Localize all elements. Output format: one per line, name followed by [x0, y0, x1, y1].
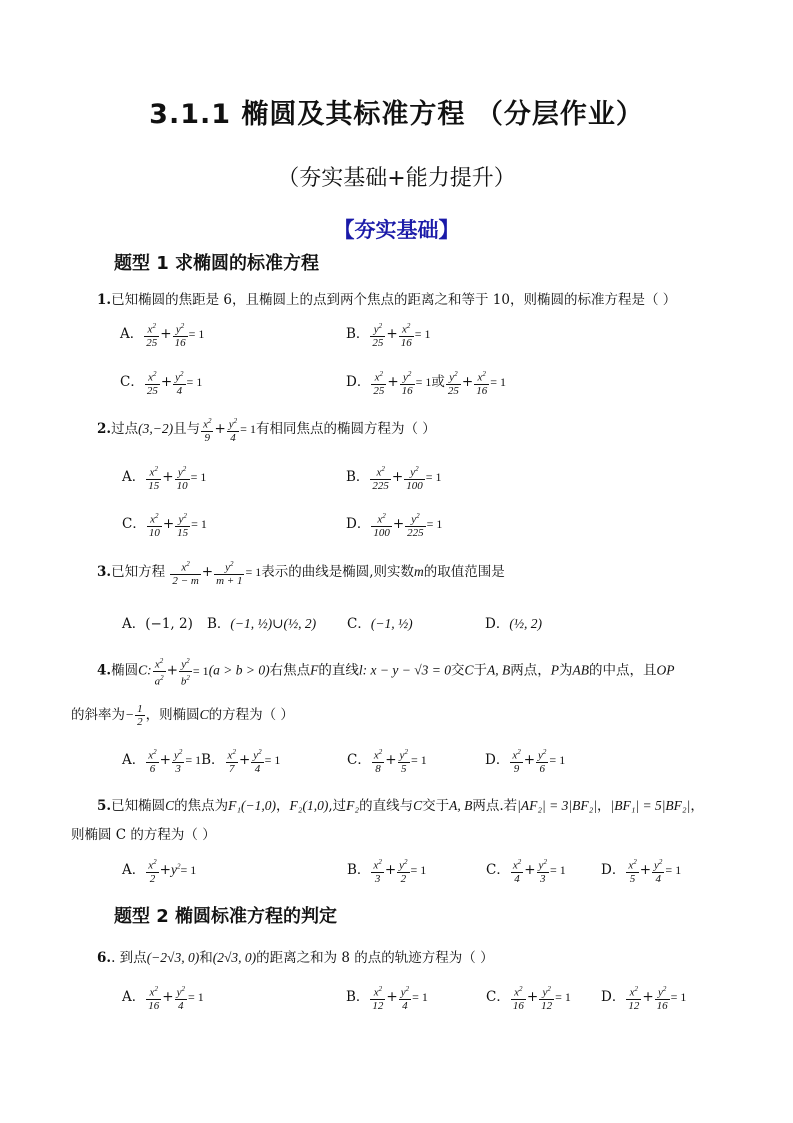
question-6: 6.. 到点(−2√3, 0)和(2√3, 0)的距离之和为 8 的点的轨迹方程为（ ） [97, 950, 494, 966]
section-heading: 【夯实基础】 [333, 218, 460, 242]
question-4-line-2: 的斜率为− $\frac{1}{2}$ ，则椭圆C的方程为（ ） [71, 703, 294, 728]
q1-option-c[interactable]: C． $\frac{x^2}{25}$ + $\frac{y^2}{4}$ = 1 [120, 370, 203, 397]
question-5-line-1: 5.已知椭圆C的焦点为F₁(−1,0)，F₂(1,0),过F₂的直线与C交于A, B两点.若|AF₂| = 3|BF₂|，|BF₁| = 5|BF₂|， [97, 798, 704, 814]
q3-option-c[interactable]: C．(−1, ½) [347, 616, 413, 632]
q1-option-b[interactable]: B． $\frac{y^2}{25}$ + $\frac{x^2}{16}$ = 1 [346, 322, 431, 349]
q4-option-a[interactable]: A． $\frac{x^2}{6}$ + $\frac{y^2}{3}$ = 1B． $\frac{x^2}{7}$ + $\frac{y^2}{4}$ = 1 [122, 748, 281, 775]
topic-heading-1: 题型 1 求椭圆的标准方程 [114, 253, 320, 274]
q3-option-a[interactable]: A．(−1, 2) [122, 616, 193, 632]
page-subtitle: （夯实基础+能力提升） [277, 166, 516, 191]
q5-option-a[interactable]: A． $\frac{x^2}{2}$ $+y^2= 1$ [122, 858, 197, 885]
question-3: 3.已知方程 $\frac{x^2}{2 - m}$ + $\frac{y^2}{m + 1}$ = 1表示的曲线是椭圆,则实数m的取值范围是 [97, 560, 505, 587]
question-5-line-2: 则椭圆 C 的方程为（ ） [71, 827, 216, 843]
q4-option-c[interactable]: C． $\frac{x^2}{8}$ + $\frac{y^2}{5}$ = 1 [347, 748, 427, 775]
q1-option-d[interactable]: D． $\frac{x^2}{25}$ + $\frac{y^2}{16}$ = 1或 $\frac{y^2}{25}$ + $\frac{x^2}{16}$ = 1 [346, 370, 507, 397]
q5-option-b[interactable]: B． $\frac{x^2}{3}$ + $\frac{y^2}{2}$ = 1 [347, 858, 427, 885]
q3-option-b[interactable]: B．(−1, ½)∪(½, 2) [207, 616, 317, 632]
q3-option-d[interactable]: D．(½, 2) [485, 616, 542, 632]
topic-heading-2: 题型 2 椭圆标准方程的判定 [114, 906, 338, 927]
q6-option-d[interactable]: D． $\frac{x^2}{12}$ + $\frac{y^2}{16}$ = 1 [601, 985, 687, 1012]
q6-option-a[interactable]: A． $\frac{x^2}{16}$ + $\frac{y^2}{4}$ = 1 [122, 985, 204, 1012]
q2-option-d[interactable]: D． $\frac{x^2}{100}$ + $\frac{y^2}{225}$ = 1 [346, 512, 443, 539]
q2-option-a[interactable]: A． $\frac{x^2}{15}$ + $\frac{y^2}{10}$ = 1 [122, 465, 207, 492]
q5-option-c[interactable]: C． $\frac{x^2}{4}$ + $\frac{y^2}{3}$ = 1 [486, 858, 566, 885]
page-title: 3.1.1 椭圆及其标准方程 （分层作业） [149, 99, 644, 130]
q2-option-c[interactable]: C． $\frac{x^2}{10}$ + $\frac{y^2}{15}$ = 1 [122, 512, 207, 539]
q4-option-d[interactable]: D． $\frac{x^2}{9}$ + $\frac{y^2}{6}$ = 1 [485, 748, 566, 775]
question-4-line-1: 4.椭圆C: $\frac{x^2}{a^2}$ + $\frac{y^2}{b^2}$ = 1(a > b > 0)右焦点F的直线l: x − y − √3 = 0交C于A, B两点，P为AB的中点，且OP [97, 657, 675, 688]
q6-option-c[interactable]: C． $\frac{x^2}{16}$ + $\frac{y^2}{12}$ = 1 [486, 985, 571, 1012]
q2-option-b[interactable]: B． $\frac{x^2}{225}$ + $\frac{y^2}{100}$ = 1 [346, 465, 442, 492]
q5-option-d[interactable]: D． $\frac{x^2}{5}$ + $\frac{y^2}{4}$ = 1 [601, 858, 682, 885]
question-1: 1.已知椭圆的焦距是 6，且椭圆上的点到两个焦点的距离之和等于 10，则椭圆的标准方程是（ ） [97, 292, 677, 308]
q1-option-a[interactable]: A． $\frac{x^2}{25}$ + $\frac{y^2}{16}$ = 1 [120, 322, 205, 349]
question-2: 2.过点(3,−2)且与 $\frac{x^2}{9}$ + $\frac{y^2}{4}$ = 1有相同焦点的椭圆方程为（ ） [97, 417, 436, 444]
q6-option-b[interactable]: B． $\frac{x^2}{12}$ + $\frac{y^2}{4}$ = 1 [346, 985, 428, 1012]
